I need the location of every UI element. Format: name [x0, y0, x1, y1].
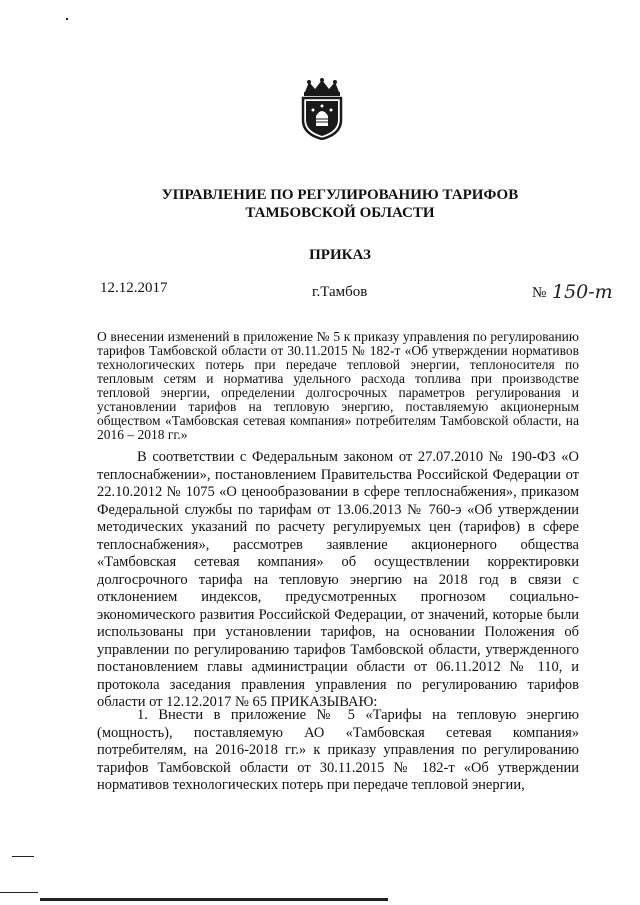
- order-subject: О внесении изменений в приложение № 5 к приказу управления по регулированию тарифов Тамбовской области от 30.11.2015 № 182-т «Об утверждении нормативов технологических потерь при передаче тепловой энергии, теплоносителя по тепловым сетям и норматива удельного расхода топлива при производстве тепловой энергии, определении долгосрочных параметров регулирования и установлении тарифов на тепловую энергию, поставляемую акционерным обществом «Тамбовская сетевая компания» потребителям Тамбовской области, на 2016 – 2018 гг.»: [97, 329, 579, 442]
- scan-bottom-bar: [40, 898, 388, 901]
- order-number-label: №: [532, 285, 547, 301]
- order-date: 12.12.2017: [100, 280, 168, 296]
- scan-mark-top: [66, 18, 68, 20]
- scan-mark-left-1: [12, 856, 34, 857]
- preamble-paragraph: В соответствии с Федеральным законом от 27.07.2010 № 190-ФЗ «О теплоснабжении», постановлением Правительства Российской Федерации от 22.10.2012 № 1075 «О ценообразовании в сфере теплоснабжения», приказом Федеральной службы по тарифам от 13.06.2013 № 760-э «Об утверждении методических указаний по расчету регулируемых цен (тарифов) в сфере теплоснабжения», рассмотрев заявление акционерного общества «Тамбовская сетевая компания» об осуществлении корректировки долгосрочного тарифа на тепловую энергию на 2018 год в связи с отклонением индексов, предусмотренных прогнозом социально-экономического развития Российской Федерации, от значений, которые были использованы при установлении тарифов, на основании Положения об управлении по регулированию тарифов Тамбовской области, утвержденного постановлением главы администрации области от 06.11.2012 № 110, и протокола заседания правления управления по регулированию тарифов области от 12.12.2017 № 65 ПРИКАЗЫВАЮ:: [97, 449, 579, 710]
- organization-line-1: УПРАВЛЕНИЕ ПО РЕГУЛИРОВАНИЮ ТАРИФОВ: [161, 187, 519, 203]
- scan-mark-left-2: [0, 892, 38, 893]
- clause-1-paragraph: 1. Внести в приложение № 5 «Тарифы на тепловую энергию (мощность), поставляемую АО «Тамбовская сетевая компания» потребителям, на 2016-2018 гг.» к приказу управления по регулированию тарифов Тамбовской области от 30.11.2015 № 182-т «Об утверждении нормативов технологических потерь при передаче тепловой энергии,: [97, 707, 579, 793]
- tambov-coat-of-arms-icon: [297, 78, 347, 140]
- doc-type-title: ПРИКАЗ: [309, 247, 371, 263]
- order-city: г.Тамбов: [312, 284, 368, 300]
- organization-line-2: ТАМБОВСКОЙ ОБЛАСТИ: [245, 205, 435, 221]
- organization-name: [0, 186, 640, 222]
- order-number-handwritten: 150-т: [552, 281, 613, 303]
